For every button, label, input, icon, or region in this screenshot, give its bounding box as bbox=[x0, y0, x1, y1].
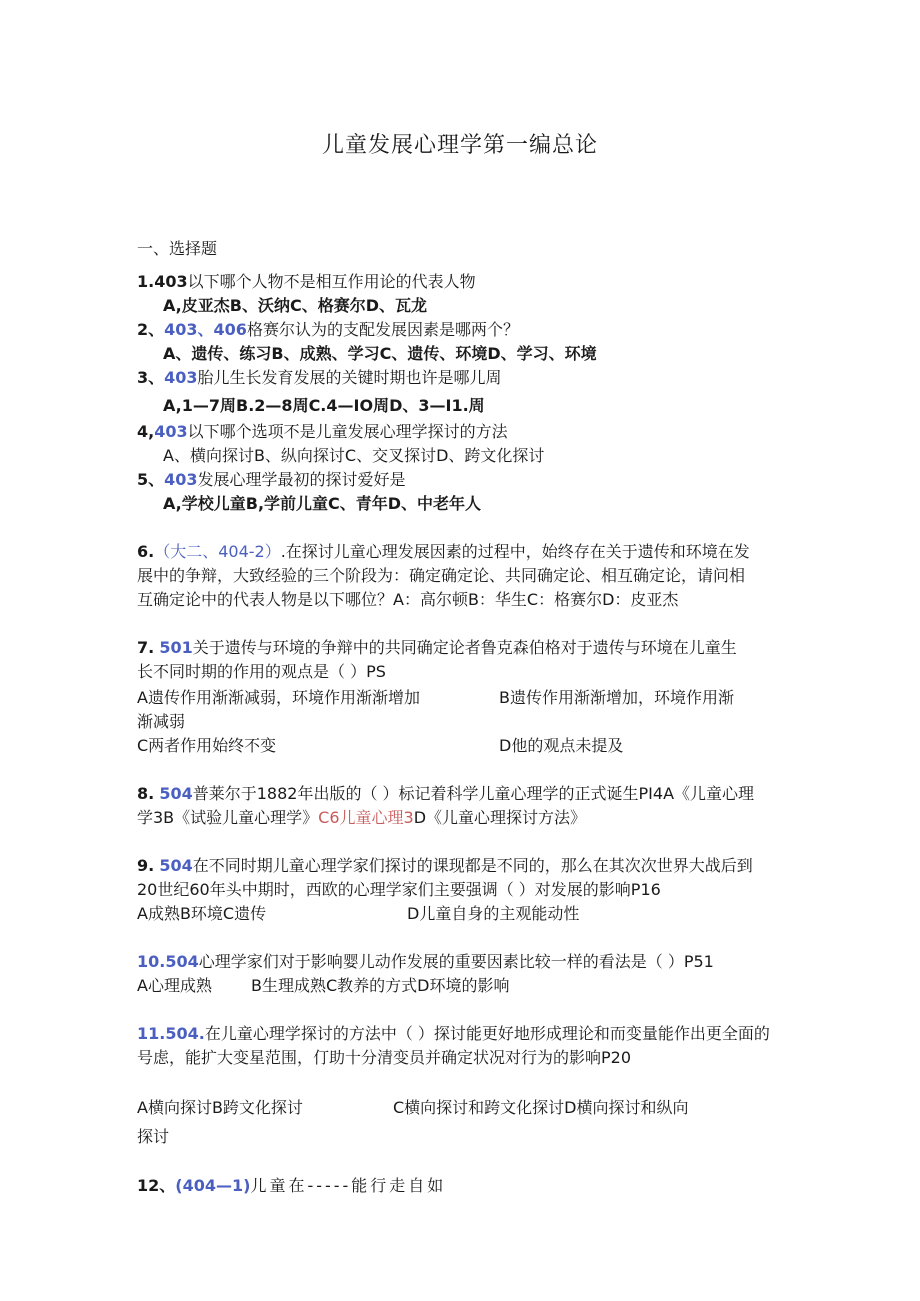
question-11-line-2: 号虑，能扩大变星范围，仃助十分清变员并确定状况对行为的影响P20 bbox=[137, 1048, 632, 1067]
question-number: 1. bbox=[137, 272, 155, 291]
section-heading: 一、选择题 bbox=[137, 239, 218, 258]
question-text: 胎儿生长发育发展的关键时期也许是哪儿周 bbox=[197, 368, 502, 387]
question-11-line-1 bbox=[137, 1021, 770, 1044]
question-7-option-b: B遗传作用渐渐增加，环境作用渐 bbox=[499, 688, 734, 707]
question-9-option-d: D儿童自身的主观能动性 bbox=[407, 904, 580, 923]
question-code: 501 bbox=[159, 638, 193, 657]
question-number: 7. bbox=[137, 638, 155, 657]
question-code: 403、406 bbox=[164, 320, 247, 339]
question-number: 11.504. bbox=[137, 1024, 205, 1043]
question-7-option-c: C两者作用始终不变 bbox=[137, 736, 277, 755]
question-3 bbox=[137, 365, 502, 388]
question-number: 3、 bbox=[137, 368, 165, 387]
question-number: 6. bbox=[137, 542, 155, 561]
question-code: 403 bbox=[154, 422, 188, 441]
question-code: 504 bbox=[159, 856, 193, 875]
question-text: 心理学家们对于影响婴儿动作发展的重要因素比较一样的看法是（ ）P51 bbox=[198, 952, 714, 971]
question-2 bbox=[137, 317, 519, 340]
question-text: 普莱尔于1882年出版的（ ）标记着科学儿童心理学的正式诞生PI4A《儿童心理 bbox=[192, 784, 755, 803]
question-4-options: A、横向探讨B、纵向探讨C、交叉探讨D、跨文化探讨 bbox=[163, 446, 545, 465]
question-2-options: A、遗传、练习B、成熟、学习C、遗传、环境D、学习、环境 bbox=[163, 344, 597, 363]
question-code: 403 bbox=[164, 470, 198, 489]
question-11-options-ab: A横向探讨B跨文化探讨 bbox=[137, 1098, 303, 1117]
question-number: 12、 bbox=[137, 1176, 176, 1195]
question-text: 格赛尔认为的支配发展因素是哪两个？ bbox=[246, 320, 519, 339]
question-number: 9. bbox=[137, 856, 155, 875]
question-11-options-cd: C横向探讨和跨文化探讨D横向探讨和纵向 bbox=[393, 1098, 689, 1117]
question-text: 以下哪个选项不是儿童发展心理学探讨的方法 bbox=[187, 422, 508, 441]
question-5 bbox=[137, 467, 406, 490]
question-12 bbox=[137, 1173, 446, 1196]
question-6-line-1 bbox=[137, 539, 750, 562]
question-text: 在不同时期儿童心理学家们探讨的课现都是不同的，那么在其次次世界大战后到 bbox=[192, 856, 753, 875]
question-text: 学3B《试验儿童心理学》 bbox=[137, 808, 319, 827]
question-text: 在儿童心理学探讨的方法中（ ）探讨能更好地形成理论和而变量能作出更全面的 bbox=[204, 1024, 770, 1043]
question-8-line-1 bbox=[137, 781, 754, 804]
question-5-options: A,学校儿童B,学前儿童C、青年D、中老年人 bbox=[163, 494, 482, 513]
question-text: 以下哪个人物不是相互作用论的代表人物 bbox=[187, 272, 476, 291]
question-text: 发展心理学最初的探讨爱好是 bbox=[197, 470, 406, 489]
question-text: 关于遗传与环境的争辩中的共同确定论者鲁克森伯格对于遗传与环境在儿童生 bbox=[192, 638, 737, 657]
question-1 bbox=[137, 269, 476, 292]
question-text: D《儿童心理探讨方法》 bbox=[413, 808, 587, 827]
question-9-options-abc: A成熟B环境C遗传 bbox=[137, 904, 267, 923]
question-code: 403 bbox=[154, 272, 188, 291]
question-7-option-b-cont: 渐减弱 bbox=[137, 712, 186, 731]
question-8-line-2 bbox=[137, 805, 586, 828]
question-1-options: A,皮亚杰B、沃纳C、格赛尔D、瓦龙 bbox=[163, 296, 427, 315]
question-code: 504 bbox=[165, 952, 199, 971]
question-number: 5、 bbox=[137, 470, 165, 489]
question-number: 8. bbox=[137, 784, 155, 803]
question-10-option-a: A心理成熟 bbox=[137, 976, 212, 995]
question-code: 504 bbox=[159, 784, 193, 803]
question-6-line-2: 展中的争辩，大致经验的三个阶段为：确定确定论、共同确定论、相互确定论，请问相 bbox=[137, 566, 746, 585]
question-10-line-1 bbox=[137, 949, 714, 972]
question-7-option-d: D他的观点未提及 bbox=[499, 736, 624, 755]
question-7-line-1 bbox=[137, 635, 737, 658]
question-text: 儿童在-----能行走自如 bbox=[250, 1176, 447, 1195]
page-title: 儿童发展心理学第一编总论 bbox=[321, 133, 598, 158]
question-number: 2、 bbox=[137, 320, 165, 339]
question-code: 403 bbox=[164, 368, 198, 387]
question-11-options-cd-cont: 探讨 bbox=[137, 1127, 170, 1146]
question-9-line-1 bbox=[137, 853, 753, 876]
question-number: 4, bbox=[137, 422, 155, 441]
question-10-options-bcd: B生理成熟C教养的方式D环境的影响 bbox=[251, 976, 510, 995]
question-6-line-3: 互确定论中的代表人物是以下哪位？A：高尔顿B：华生C：格赛尔D：皮亚杰 bbox=[137, 590, 679, 609]
question-3-options: A,1—7周B.2—8周C.4—IO周D、3—I1.周 bbox=[163, 396, 485, 415]
question-code: (404—1) bbox=[175, 1176, 251, 1195]
question-code: （大二、404-2） bbox=[154, 542, 281, 561]
question-7-line-2: 长不同时期的作用的观点是（ ）PS bbox=[137, 662, 386, 681]
question-4 bbox=[137, 419, 508, 442]
question-option-highlight: C6儿童心理3 bbox=[318, 808, 414, 827]
question-7-option-a: A遗传作用渐渐减弱，环境作用渐渐增加 bbox=[137, 688, 420, 707]
question-text: .在探讨儿童心理发展因素的过程中，始终存在关于遗传和环境在发 bbox=[280, 542, 750, 561]
question-number: 10. bbox=[137, 952, 166, 971]
question-9-line-2: 20世纪60年头中期时，西欧的心理学家们主要强调（ ）对发展的影响P16 bbox=[137, 880, 661, 899]
